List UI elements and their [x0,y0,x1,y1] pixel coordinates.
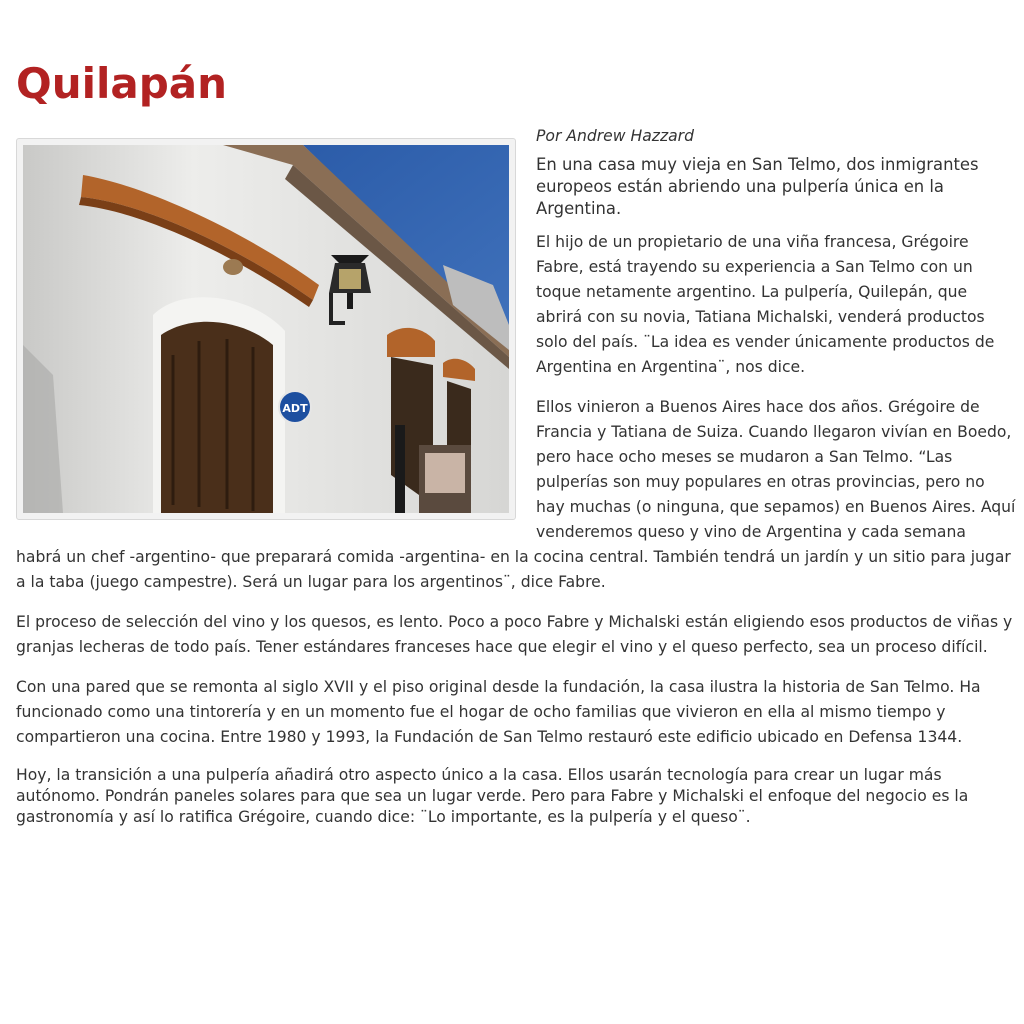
article-lead: En una casa muy vieja en San Telmo, dos inmigrantes europeos están abriendo una pulpería única en la Argentina. [536,155,979,218]
article-paragraph: El proceso de selección del vino y los quesos, es lento. Poco a poco Fabre y Michalski están eligiendo esos productos de viñas y granjas lecheras de todo país. Tener estándares franceses hace que elegir el vino y el queso perfecto, sea un proceso difícil. [16,613,1013,656]
svg-text:ADT: ADT [282,402,308,415]
article-byline: Por Andrew Hazzard [536,127,694,145]
sidewalk-post [395,425,405,513]
adt-sign-icon [279,391,311,423]
article-body [16,124,1016,843]
wall-plaque [223,259,243,275]
article-paragraph: Con una pared que se remonta al siglo XVII y el piso original desde la fundación, la casa ilustra la historia de San Telmo. Ha funcionado como una tintorería y en un momento fue el hogar de ocho familias que vivieron en ella al mismo tiempo y compartieron una cocina. Entre 1980 y 1993, la Fundación de San Telmo restauró este edificio ubicado en Defensa 1344. [16,678,981,746]
wooden-door [161,322,273,513]
article-photo [16,138,516,520]
article-title: Quilapán [16,59,228,108]
article-paragraph: Hoy, la transición a una pulpería añadirá otro aspecto único a la casa. Ellos usarán tecnología para crear un lugar más autónomo. Pondrán paneles solares para que sea un lugar verde. Pero para Fabre y Michalski el enfoque del negocio es la gastronomía y así lo ratifica Grégoire, cuando dice: ¨Lo importante, es la pulpería y el queso¨. [16,766,969,826]
colonial-house-photo [23,145,509,513]
article-paragraph: El hijo de un propietario de una viña francesa, Grégoire Fabre, está trayendo su experiencia a San Telmo con un toque netamente argentino. La pulpería, Quilepán, que abrirá con su novia, Tatiana Michalski, venderá productos solo del país. ¨La idea es vender únicamente productos de Argentina en Argentina¨, nos dice. [536,233,995,376]
article-paragraph: Ellos vinieron a Buenos Aires hace dos años. Grégoire de Francia y Tatiana de Suiza. Cuando llegaron vivían en Boedo, pero hace ocho meses se mudaron a San Telmo. “Las pulperías son muy populares en otras provincias, pero no hay muchas (o ninguna, que sepamos) en Buenos Aires. Aquí venderemos queso y vino de Argentina y cada semana habrá un chef -argentino- que preparará comida -argentina- en la cocina central. También tendrá un jardín y un sitio para jugar a la taba (juego campestre). Será un lugar para los argentinos¨, dice Fabre. [16,398,1016,591]
